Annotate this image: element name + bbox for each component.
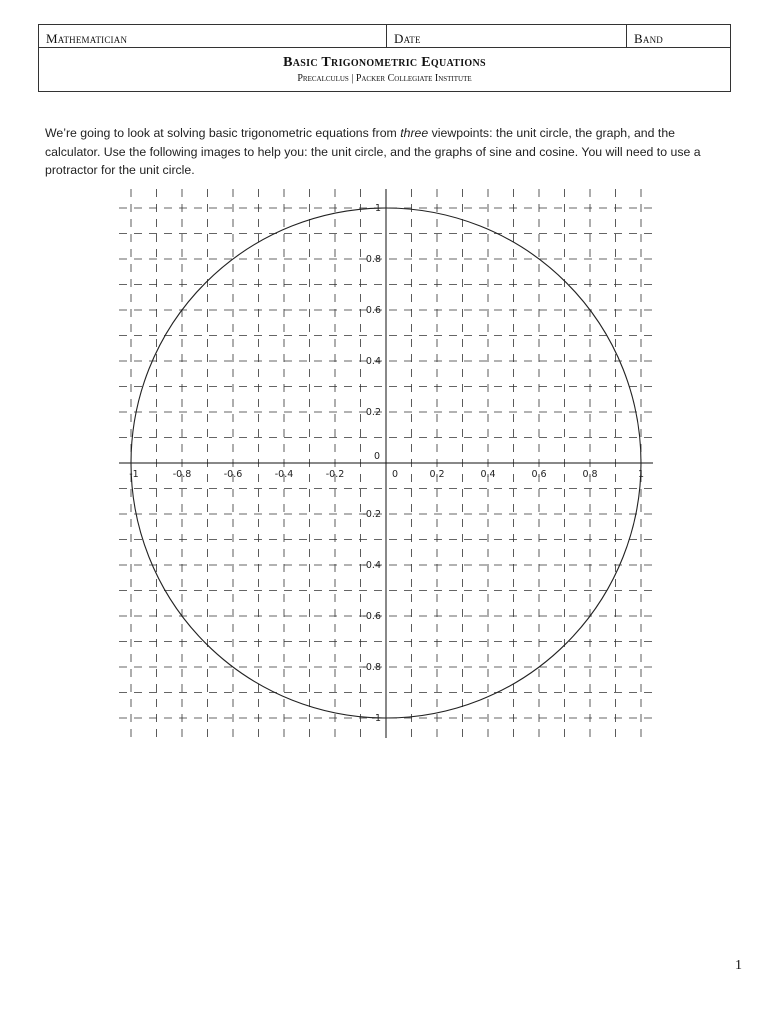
date-label: Date <box>394 31 421 46</box>
y-tick-label: -1 <box>371 713 381 724</box>
intro-emphasis: three <box>400 126 429 141</box>
x-tick-label: -0.2 <box>325 469 345 480</box>
x-tick-label: 0.6 <box>531 469 547 480</box>
mathematician-label: Mathematician <box>46 31 128 46</box>
y-tick-label: -0.4 <box>362 560 381 571</box>
page-number: 1 <box>735 958 742 973</box>
axes <box>119 189 653 738</box>
y-tick-label: -0.8 <box>362 662 381 673</box>
document-subtitle: Precalculus | Packer Collegiate Institute <box>297 73 472 84</box>
intro-text-after: viewpoints: the unit circle, the graph, and the calculator. Use the following images to help you: the unit circle, and the graphs of sine and cosine. You will need to use a protractor for the unit circle. <box>45 126 701 178</box>
x-tick-label: 1 <box>637 469 645 480</box>
band-label: Band <box>634 31 663 46</box>
document-title: Basic Trigonometric Equations <box>283 55 486 70</box>
x-tick-label: -1 <box>129 469 139 480</box>
y-tick-label: 0.6 <box>365 305 381 316</box>
x-tick-label: -0.4 <box>274 469 294 480</box>
y-tick-label: 1 <box>374 203 381 214</box>
x-tick-label: 0.2 <box>429 469 445 480</box>
y-tick-label: 0.4 <box>365 356 381 367</box>
y-tick-label: 0.2 <box>365 407 381 418</box>
y-origin-label: 0 <box>373 451 380 462</box>
intro-text-before: We’re going to look at solving basic trigonometric equations from <box>45 126 401 141</box>
y-tick-label: -0.6 <box>362 611 381 622</box>
y-tick-label: 0.8 <box>365 254 381 265</box>
x-tick-label: 0.4 <box>480 469 496 480</box>
x-tick-label: -0.8 <box>172 469 192 480</box>
y-tick-label: -0.2 <box>362 509 381 520</box>
x-tick-label: 0.8 <box>582 469 598 480</box>
x-origin-label: 0 <box>391 469 399 480</box>
x-tick-label: -0.6 <box>223 469 243 480</box>
